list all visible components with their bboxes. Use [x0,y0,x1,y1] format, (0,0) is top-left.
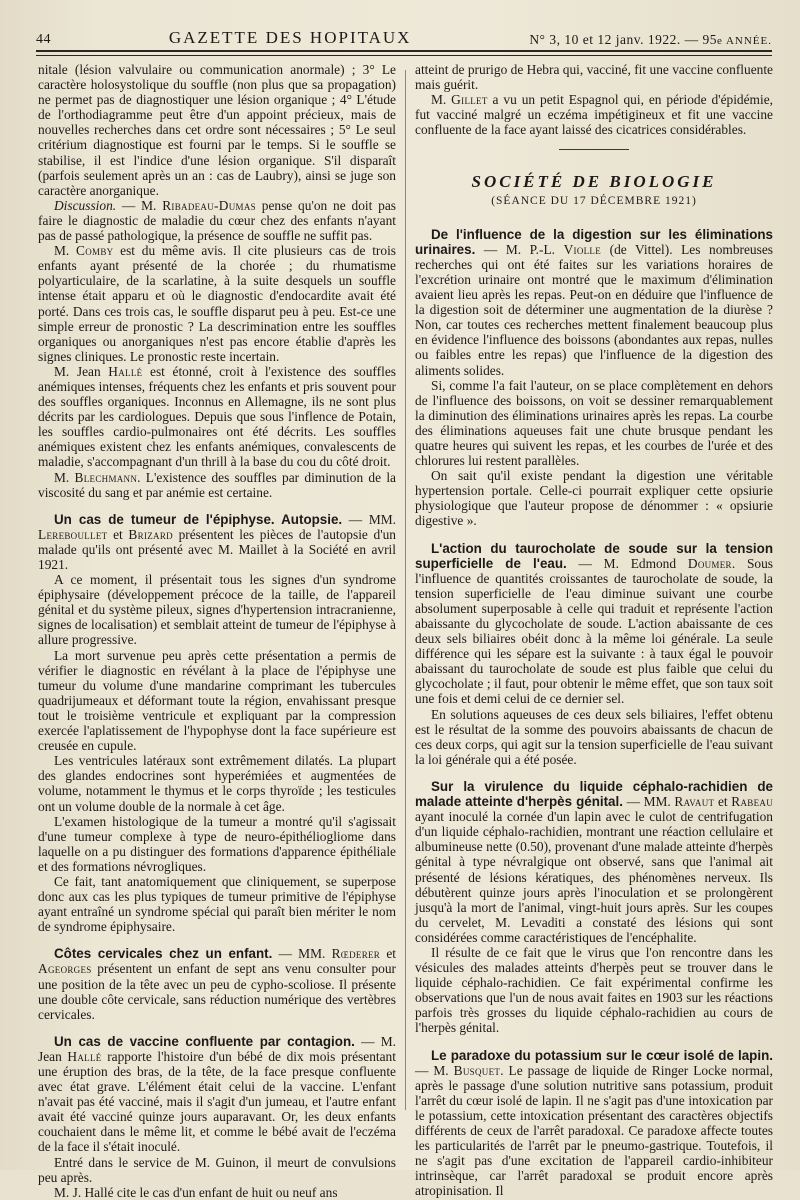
discussion-label: Discussion. [54,197,117,213]
author-name: Rœderer [331,946,381,962]
text: (de Vittel). Les nombreuses recherches qui ont été faites sur les variations horaires de l'excrétion urinaire ont montré que le maximum d'élimination avaient lieu après les repas. Peut-on en déduire que l'influence de la digestion soit de déterminer une augmentation de la diurèse ? Non, car toutes ces recherches mettent finalement beaucoup plus en évidence l'influence des boissons (abondantes aux repas, nulles ou faibles entre les repas) que l'influence de la digestion des aliments solides. [415,241,773,378]
text: — M. [415,1062,454,1078]
text: a vu un petit Espagnol qui, en période d'épidémie, fut vacciné malgré un eczéma impétigineux et fit une vaccine confluente de la face ayant laissé des cicatrices considérables. [415,92,773,138]
text: — MM. [342,511,396,527]
text: — M. [116,197,163,213]
author-name: Brizard [128,526,173,542]
article-lead [38,946,396,1021]
left-column [38,62,396,1200]
article-taurocholate [415,541,773,767]
paragraph: L'examen histologique de la tumeur a montré qu'il s'agissait d'une tumeur complexe à type de neuro-épithéliogliome dans laquelle on a pu distinguer des formations d'apparence épithéliale et des formations névrogliques. [38,813,396,874]
paragraph: A ce moment, il présentait tous les signes d'un syndrome épiphysaire (développement précoce de la taille, de l'appareil génital et du système pileux, signes d'hypertension intracranienne, signes de localisation) et semblait atteint de tumeur de l'épiphyse à allure progressive. [38,572,396,648]
author-name: Ravaut [674,794,715,810]
article-heading: Un cas de tumeur de l'épiphyse. Autopsie. [54,511,343,527]
paragraph: M. J. Hallé cite le cas d'un enfant de huit ou neuf ans [54,1184,338,1200]
paragraph: On sait qu'il existe pendant la digestion une véritable hypertension portale. Celle-ci pourrait expliquer cette opsiurie physiologique que l'auteur propose de dénommer : « opsiurie digestive ». [415,468,773,529]
paragraph: nitale (lésion valvulaire ou communication anormale) ; 3° Le caractère holosystolique du souffle (non plus que sa propagation) ne permet pas de diagnostiquer une lésion organique ; 4° L'étude de l'orthodiagramme peut être d'un appoint précieux, mais de nouvelles recherches dans cet ordre sont nécessaires ; 5° Le seul critérium diagnostique est fourni par le temps. Si le souffle se stabilise, il est l'indice d'une lésion organique. S'il disparaît (parfois seulement après un an : cas de Laubry), ainsi se juge son caractère anorganique. [38,62,396,198]
paragraph [38,198,396,243]
paragraph: Il résulte de ce fait que le virus que l'on rencontre dans les vésicules des malades atteints d'herpès peut se trouver dans le liquide céphalo-rachidien. Ce fait expérimental confirme les observations que l'un de nous avait faites en 1903 sur les réactions parfois très grosses du liquide céphalo-rachidien au cours de l'herpès génital. [415,944,773,1036]
paragraph: En solutions aqueuses de ces deux sels biliaires, l'effet obtenu est le résultat de la somme des pouvoirs abaissants de chacun de ces deux corps, qui agit sur la tension superficielle de l'eau suivant la loi générale qui a été posée. [415,706,773,767]
paragraph [38,470,396,500]
article-heading: Côtes cervicales chez un enfant. [54,946,273,962]
article-digestion [415,227,773,529]
article-lead [415,779,773,945]
paragraph [38,364,396,470]
article-cotes-cervicales [38,946,396,1021]
author-name: Gillet [451,92,488,108]
paragraph [415,92,773,137]
author-name: Doumer [687,555,732,571]
paragraph: Entré dans le service de M. Guinon, il meurt de convulsions peu après. [38,1154,396,1185]
section-rule [559,149,629,150]
text: est étonné, croit à l'existence des souffles anémiques intenses, fréquents chez les enfants et pris souvent pour des souffles organiques. Inconnus en Allemagne, ils ne sont plus décrits par les cardiologues. Depuis que sous l'inflence de Potain, les souffles cardio-pulmonaires ont été décrits. Les souffles anémiques existent chez les enfants anémiques, convalescents de maladie, s'accompagnant d'un thrill à la base du cou du côté droit. [38,363,396,470]
text: . L'existence des souffles par diminution de la viscosité du sang et par anémie est certaine. [38,469,396,500]
paragraph: atteint de prurigo de Hebra qui, vacciné, fit une vaccine confluente mais guérit. [415,62,773,93]
text: — M. Edmond [566,555,688,571]
text: M. Jean [54,363,109,379]
text: . Le passage de liquide de Ringer Locke normal, après le passage d'une solution nutritive sans potassium, produit l'arrêt du cœur isolé de lapin. Il ne s'agit pas d'une intoxication par le potassium, cette intoxication présentant des caractères objectifs différents de ceux de l'arrêt paradoxal. Ce paradoxe affecte toutes les particularités de l'arrêt par le pneumo-gastrique. Toutefois, il ne s'agit pas d'une excitation de l'appareil cardio-inhibiteur intrinsèque, car l'arrêt paradoxal se produit encore après atropinisation. Il [415,1062,773,1199]
text: présentent un enfant de sept ans venu consulter pour une position de la tête avec un peu de cypho-scoliose. Il présente une double côte cervicale, sans réduction numérique des vertèbres cervicales. [38,961,396,1022]
article-heading: Sur la virulence du liquide céphalo-rachidien de malade atteinte d'herpès génital. [415,778,773,810]
society-heading: SOCIÉTÉ DE BIOLOGIE [471,172,717,192]
article-heading: Un cas de vaccine confluente par contagion. [54,1033,355,1049]
running-header [36,14,772,48]
text: — MM. [272,946,332,962]
text: et [714,794,732,810]
paragraph: Les ventricules latéraux sont extrêmement dilatés. La plupart des glandes endocrines sont hyperémiées et augmentées de volume, notamment le thymus et le corps thyroïde ; les testicules ont un volume double de la normale à cet âge. [38,753,396,814]
issue-date: N° 3, 10 et 12 janv. 1922. — 95 [529,32,717,47]
issue-year: e ANNÉE. [716,35,772,47]
text: rapporte l'histoire d'un bébé de dix mois présentant une éruption des bras, de la tête, de la face presque confluente avec état grave. L'élément était celui de la vaccine. L'enfant n'avait pas été vacciné, mais il s'agit d'un jumeau, et l'autre enfant avait été vacciné quinze jours auparavant. Or, les deux enfants couchaient dans le même lit, et comme le bébé avait de l'eczéma de la face il s'était inoculé. [38,1048,396,1155]
author-name: Blechmann [74,469,138,485]
author-name: Ageorges [38,961,92,977]
author-name: Violle [563,241,602,257]
text: — MM. [622,794,675,810]
text: M. [431,92,452,108]
article-lead [415,1048,773,1199]
text: est du même avis. Il cite plusieurs cas de trois enfants ayant présenté de la chorée ; du rhumatisme polyarticulaire, de la scarlatine, à la suite desquels un souffle intense était apparu et où le diagnostic d'endocardite avait été porté. Dans ces trois cas, le souffle disparut peu à peu. Est-ce une simple erreur de pronostic ? La descrimination entre les souffles organiques ou anorganiques n'est pas encore établie d'après les signes cliniques. Le pronostic reste incertain. [38,243,396,364]
paragraph: Si, comme l'a fait l'auteur, on se place complètement en dehors de l'influence des boissons, on voit se dessiner remarquablement la diminution des éliminations urinaires après les repas. La courbe des éliminations aqueuses fait une chute brusque pendant les quatre heures qui suivent les repas, et les courbes de l'urée et des chlorures lui restent parallèles. [415,377,773,469]
text: et [380,946,396,962]
text: M. [54,243,76,259]
page-number: 44 [36,32,51,47]
article-heading: De l'influence de la digestion sur les éliminations urinaires. [415,226,773,257]
text: présentent les pièces de l'autopsie d'un malade qu'ils ont présenté avec M. Maillet à la Société en avril 1921. [38,526,397,572]
text: . Sous l'influence de quantités croissantes de taurocholate de soude, la tension superficielle de l'eau diminue suivant une courbe absolument superposable à celle qui traduit et représente l'action abaissante du glycocholate de soude. L'action abaissante de ces deux sels biliaires obéit donc à la même loi générale. La seule différence qui les sépare est la suivante : à taux égal le pouvoir abaissant du taurocholate de soude est plus faible que celui du glycocholate ; il faut, pour obtenir le même effet, que son taux soit une fois et demi celui de ce dernier sel. [415,555,773,707]
article-lead [38,512,396,572]
session-date: (SÉANCE DU 17 DÉCEMBRE 1921) [491,194,697,207]
text: — M. Jean [38,1033,397,1064]
article-heading: L'action du taurocholate de soude sur la tension superficielle de l'eau. [415,540,773,571]
right-column [415,62,773,1198]
paragraph: La mort survenue peu après cette présentation a permis de vérifier le diagnostic en révélant à la place de l'épiphyse une tumeur du volume d'une mandarine comprimant les tubercules quadrijumeaux et déformant toute la région, envahissant presque tout le troisième ventricule et expliquant par la compression exercée l'aplatissement de l'hypophyse dont la face supérieure est creusée en cupule. [38,647,396,754]
journal-title: GAZETTE DES HOPITAUX [168,28,412,47]
article-epiphyse [38,512,396,935]
author-name: Lereboullet [38,526,108,542]
author-name: Comby [75,243,114,259]
header-rule-thin [36,55,772,56]
text: ayant inoculé la cornée d'un lapin avec le culot de centrifugation d'un liquide céphalo-rachidien, montrant une réaction cellulaire et albumineuse nette (0.50), provenant d'une malade atteinte d'herpès génital à type névralgique ont observé, sans que l'animal ait présenté de lésions kératiques, des phénomènes nerveux. Ils débutèrent quinze jours après l'inoculation et se prolongèrent jusqu'à la mort de l'animal, vingt-huit jours après. Sur les coupes du cervelet, M. Levaditi a constaté des lésions qui sont considérées comme caractéristiques de l'encéphalite. [415,809,773,945]
paragraph: Ce fait, tant anatomiquement que cliniquement, se superpose donc aux cas les plus typiques de tumeur primitive de l'épiphyse ayant entraîné un syndrome spécial qui paraît bien mériter le nom de syndrome épiphysaire. [38,873,396,935]
author-name: Hallé [67,1048,102,1064]
column-divider [405,70,406,1110]
header-rule [36,50,772,52]
text: M. [54,469,75,485]
text: et [107,526,129,542]
author-name: Rabeau [731,794,774,810]
article-lead [415,227,773,378]
article-lead [415,541,773,707]
paragraph [38,243,396,364]
author-name: Busquet [453,1062,501,1078]
article-herpes [415,779,773,1036]
article-lead [38,1034,396,1155]
text: pense qu'on ne doit pas faire le diagnostic de maladie du cœur chez des enfants n'ayant pas de passé pathologique, la présence de souffle ne suffit pas. [38,197,396,244]
article-heading: Le paradoxe du potassium sur le cœur isolé de lapin. [431,1047,773,1063]
author-name: Hallé [108,363,143,379]
article-vaccine [38,1034,396,1200]
author-name: Ribadeau-Dumas [162,197,256,213]
text: — M. P.-L. [475,241,564,257]
article-potassium [415,1048,773,1199]
issue-info [529,32,772,48]
